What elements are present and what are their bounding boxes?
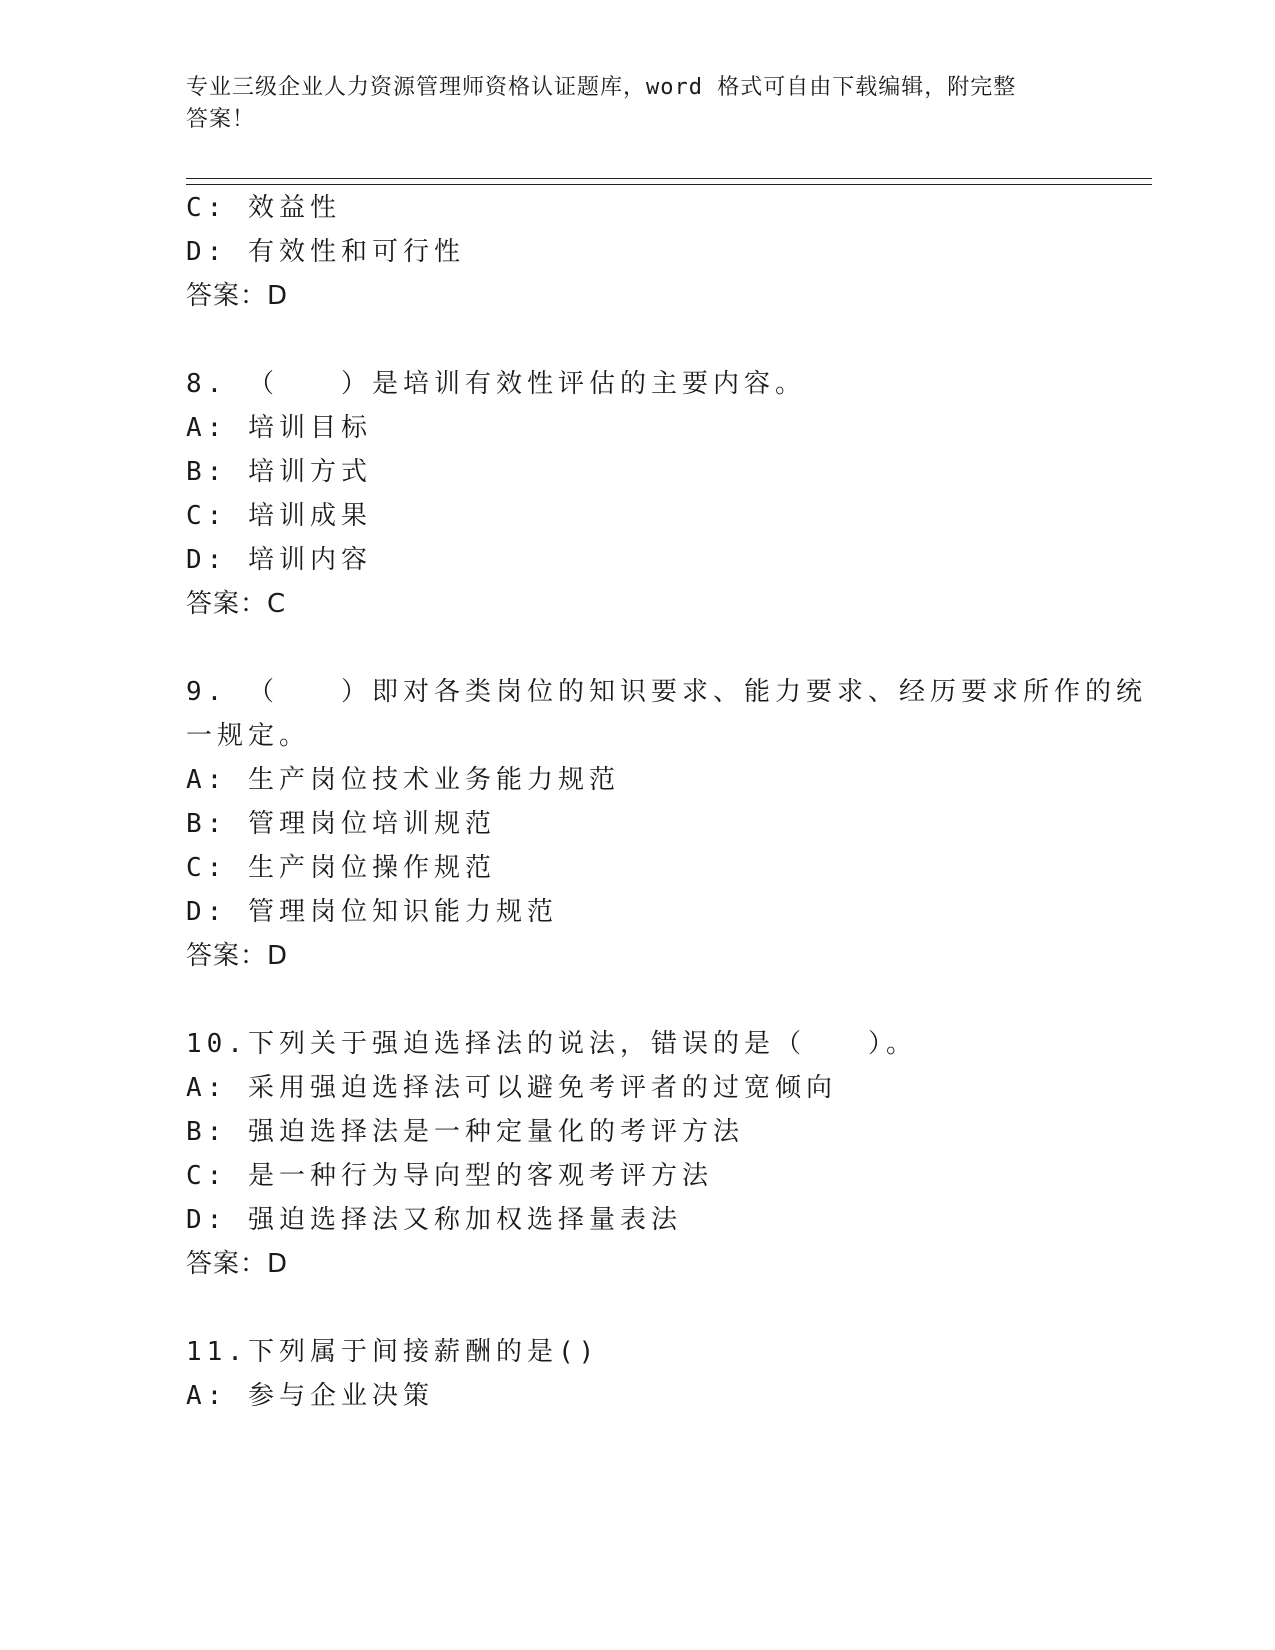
q8-option-d: D: 培训内容 [186,545,372,575]
q8-option-c: C: 培训成果 [186,501,372,531]
q9-option-b: B: 管理岗位培训规范 [186,809,496,839]
q9-option-d: D: 管理岗位知识能力规范 [186,897,558,927]
q7-option-d: D: 有效性和可行性 [186,237,465,267]
q9-question-line-1: 9. （ ）即对各类岗位的知识要求、能力要求、经历要求所作的统 [186,677,1147,707]
q10-option-d: D: 强迫选择法又称加权选择量表法 [186,1205,682,1235]
q9-answer: 答案：D [186,941,289,971]
q7-option-c: C: 效益性 [186,193,341,223]
q10-option-b: B: 强迫选择法是一种定量化的考评方法 [186,1117,744,1147]
page-header [186,72,1066,136]
q10-option-c: C: 是一种行为导向型的客观考评方法 [186,1161,713,1191]
q9-option-a: A: 生产岗位技术业务能力规范 [186,765,620,795]
q11-option-a: A: 参与企业决策 [186,1381,434,1411]
q7-answer: 答案：D [186,281,289,311]
q8-answer: 答案：C [186,589,287,619]
q11-question: 11.下列属于间接薪酬的是() [186,1337,600,1367]
q10-option-a: A: 采用强迫选择法可以避免考评者的过宽倾向 [186,1073,837,1103]
q8-option-b: B: 培训方式 [186,457,372,487]
q8-question: 8. （ ）是培训有效性评估的主要内容。 [186,369,806,399]
header-title-line-1: 专业三级企业人力资源管理师资格认证题库，word 格式可自由下载编辑，附完整 [186,75,1017,100]
q10-question: 10.下列关于强迫选择法的说法，错误的是（ ）。 [186,1029,917,1059]
q10-answer: 答案：D [186,1249,289,1279]
q9-question-line-2: 一规定。 [186,721,311,751]
header-divider [186,178,1152,185]
q9-option-c: C: 生产岗位操作规范 [186,853,496,883]
q8-option-a: A: 培训目标 [186,413,372,443]
header-title-line-2: 答案！ [186,107,256,132]
